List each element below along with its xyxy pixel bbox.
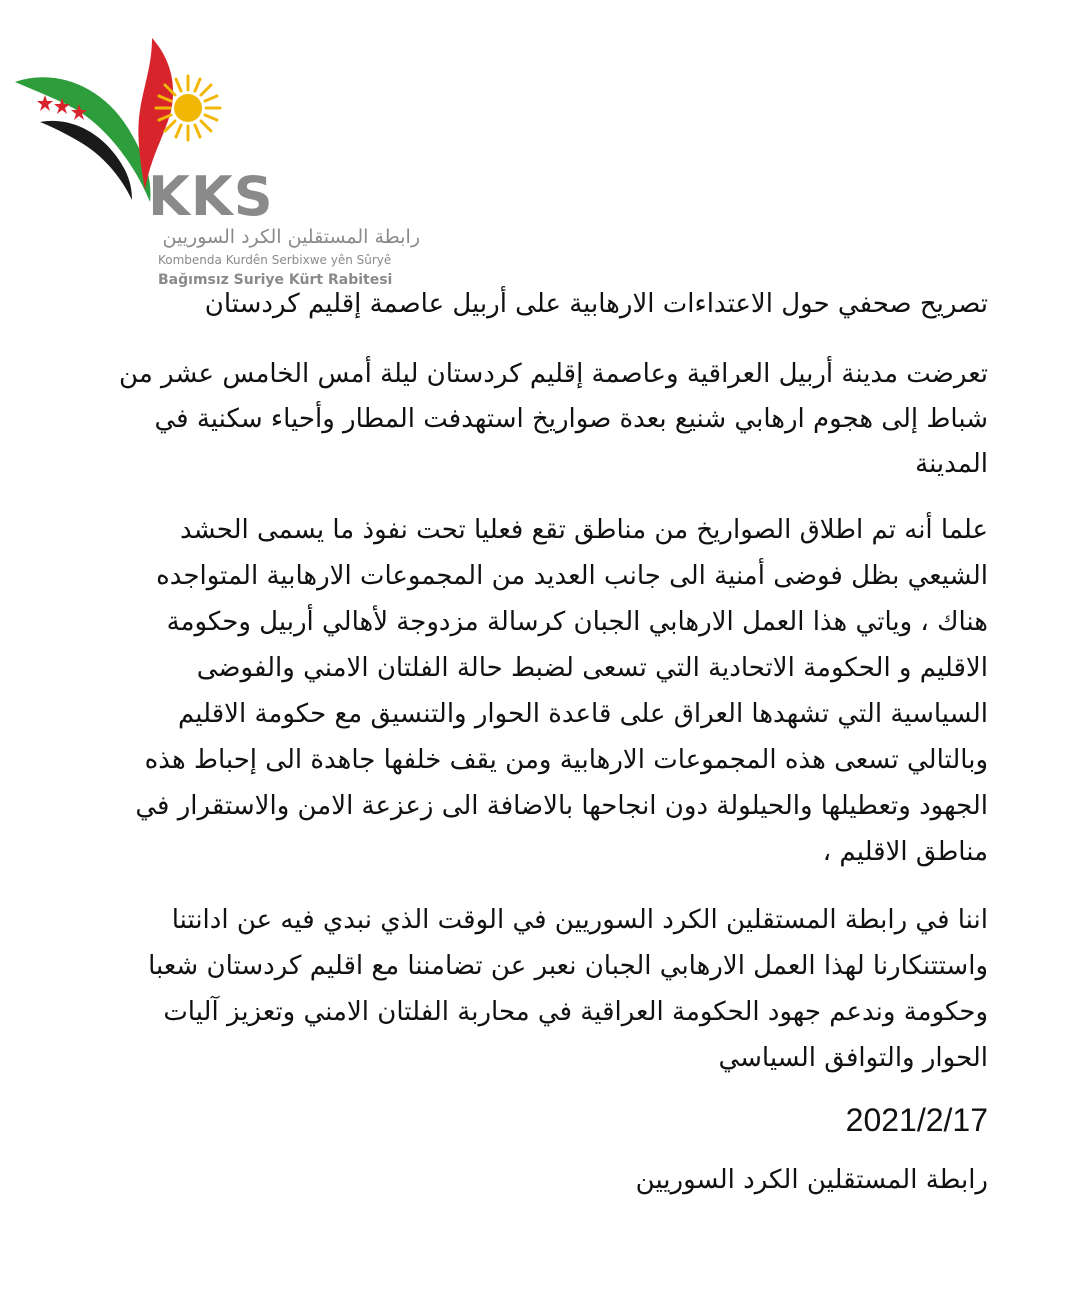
- paragraph-attack-report: [100, 352, 988, 487]
- title-text: تصريح صحفي حول الاعتداءات الارهابية على أربيل عاصمة إقليم كردستان: [204, 289, 988, 319]
- paragraph-text: اننا في رابطة المستقلين الكرد السوريين في الوقت الذي نبدي فيه عن ادانتنا واستتنكارنا لهذا العمل الارهابي الجبان نعبر عن تضامننا مع اقليم كردستان شعبا وحكومة وندعم جهود الحكومة العراقية في محاربة الفلتان الامني وتعزيز آليات الحوار والتوافق السياسي: [148, 905, 988, 1073]
- paragraph-analysis: [100, 507, 988, 875]
- paragraph-solidarity: [100, 897, 988, 1081]
- paragraph-text: تعرضت مدينة أربيل العراقية وعاصمة إقليم كردستان ليلة أمس الخامس عشر من شباط إلى هجوم ارهابي شنيع بعدة صواريخ استهدفت المطار وأحياء سكنية في المدينة: [119, 359, 988, 479]
- document-date: 2021/2/17: [845, 1102, 988, 1138]
- logo-star-icon: [37, 95, 53, 111]
- logo-kurdish-name: Kombenda Kurdên Serbixwe yên Sûryê: [158, 253, 392, 267]
- logo-turkish-name: Bağımsız Suriye Kürt Rabitesi: [158, 272, 393, 288]
- logo-sun-icon: [156, 76, 220, 140]
- logo-wordmark: KKS: [148, 165, 274, 228]
- paragraph-text: علما أنه تم اطلاق الصواريخ من مناطق تقع فعليا تحت نفوذ ما يسمى الحشد الشيعي بظل فوضى أمنية الى جانب العديد من المجموعات الارهابية المتواجده هناك ، وياتي هذا العمل الارهابي الجبان كرسالة مزدوجة لأهالي أربيل وحكومة الاقليم و الحكومة الاتحادية التي تسعى لضبط حالة الفلتان الامني والفوضى السياسية التي تشهدها العراق على قاعدة الحوار والتنسيق مع حكومة الاقليم وبالتالي تسعى هذه المجموعات الارهابية ومن يقف خلفها جاهدة الى إحباط هذه الجهود وتعطيلها والحيلولة دون انجاحها بالاضافة الى زعزعة الامن والاستقرار في مناطق الاقليم ،: [135, 515, 988, 867]
- document-title: [100, 284, 988, 324]
- document-signature: رابطة المستقلين الكرد السوريين: [635, 1165, 988, 1195]
- logo-arabic-name: رابطة المستقلين الكرد السوريين: [162, 226, 420, 248]
- organization-logo: [10, 30, 430, 288]
